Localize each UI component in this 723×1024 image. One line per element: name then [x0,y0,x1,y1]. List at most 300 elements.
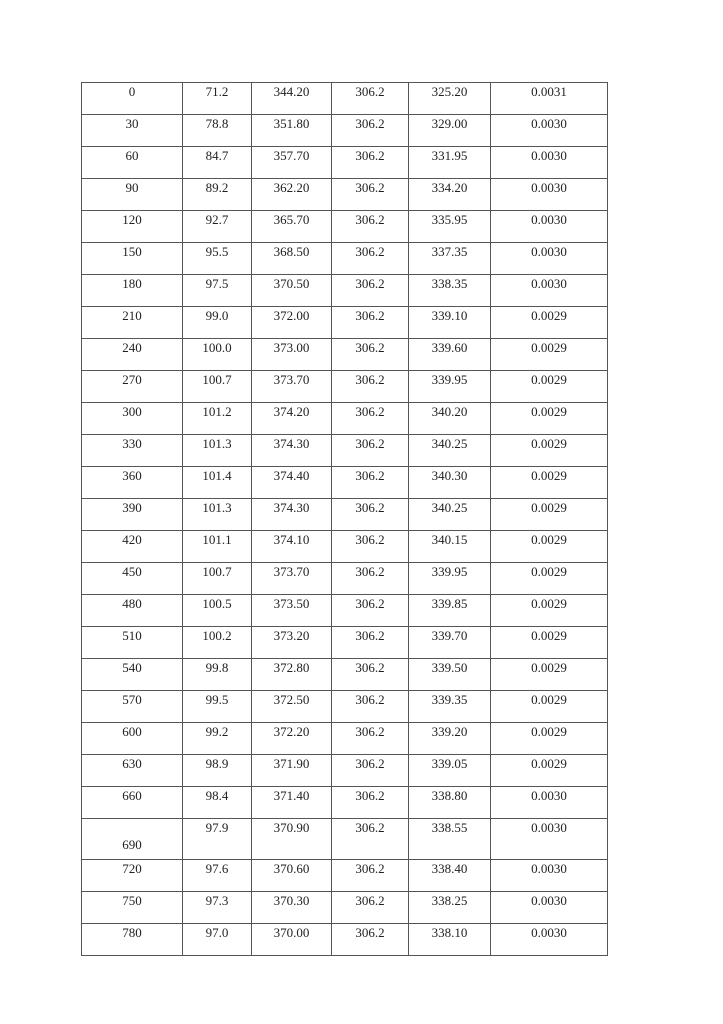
cell-value: 0.0029 [531,627,567,643]
table-row [82,755,608,787]
cell-value: 100.2 [202,627,232,643]
cell-value: 306.2 [355,371,385,387]
table-cell [82,339,183,371]
cell-value: 371.40 [273,787,310,803]
cell-value: 339.05 [431,755,468,771]
table-cell [332,755,409,787]
table-cell [409,924,491,956]
table-row [82,83,608,115]
table-row [82,892,608,924]
table-cell [82,179,183,211]
cell-value: 339.35 [431,691,468,707]
table-cell [409,211,491,243]
cell-value: 339.10 [431,307,468,323]
cell-value: 97.9 [205,820,229,835]
cell-value: 0.0029 [531,403,567,419]
table-cell [252,819,332,860]
cell-value: 325.20 [431,83,468,99]
cell-value: 0 [128,83,136,99]
cell-value: 374.30 [273,435,310,451]
table-row [82,211,608,243]
cell-value: 306.2 [355,435,385,451]
table-cell [82,892,183,924]
table-cell [183,371,252,403]
table-cell [409,659,491,691]
cell-value: 101.4 [202,467,232,483]
table-cell [252,371,332,403]
cell-value: 368.50 [273,243,310,259]
cell-value: 100.7 [202,371,232,387]
table-cell [183,627,252,659]
cell-value: 374.40 [273,467,310,483]
table-cell [332,467,409,499]
cell-value: 372.20 [273,723,310,739]
cell-value: 0.0030 [531,179,567,195]
cell-value: 300 [122,403,142,419]
table-row [82,243,608,275]
cell-value: 150 [122,243,142,259]
table-cell [491,755,608,787]
table-cell [252,211,332,243]
table-cell [409,371,491,403]
table-cell [332,595,409,627]
table-cell [409,275,491,307]
table-row [82,595,608,627]
table-cell [252,467,332,499]
table-cell [409,860,491,892]
table-cell [332,435,409,467]
cell-value: 306.2 [355,115,385,131]
cell-value: 370.30 [273,892,310,908]
table-cell [491,499,608,531]
table-cell [183,499,252,531]
cell-value: 365.70 [273,211,310,227]
cell-value: 97.0 [205,924,229,940]
table-cell [82,435,183,467]
table-cell [252,339,332,371]
table-cell [82,467,183,499]
table-cell [252,531,332,563]
cell-value: 0.0030 [531,820,567,835]
cell-value: 374.30 [273,499,310,515]
table-cell [183,179,252,211]
cell-value: 99.5 [205,691,229,707]
table-row [82,371,608,403]
cell-value: 306.2 [355,595,385,611]
cell-value: 338.55 [431,820,468,835]
table-cell [491,860,608,892]
table-cell [183,339,252,371]
table-cell [252,243,332,275]
table-cell [252,115,332,147]
table-cell [82,403,183,435]
cell-value: 340.25 [431,435,468,451]
table-cell [332,563,409,595]
table-cell [409,691,491,723]
cell-value: 373.50 [273,595,310,611]
cell-value: 306.2 [355,531,385,547]
table-cell [252,83,332,115]
table-cell [409,819,491,860]
table-cell [82,924,183,956]
cell-value: 101.2 [202,403,232,419]
table-cell [252,627,332,659]
table-cell [183,307,252,339]
table-cell [409,115,491,147]
cell-value: 570 [122,691,142,707]
table-cell [82,563,183,595]
table-cell [183,275,252,307]
cell-value: 306.2 [355,787,385,803]
cell-value: 99.2 [205,723,229,739]
table-cell [409,403,491,435]
cell-value: 0.0029 [531,531,567,547]
cell-value: 360 [122,467,142,483]
cell-value: 339.60 [431,339,468,355]
table-cell [252,595,332,627]
table-cell [183,435,252,467]
table-cell [252,307,332,339]
cell-value: 97.3 [205,892,229,908]
cell-value: 0.0029 [531,467,567,483]
cell-value: 340.30 [431,467,468,483]
cell-value: 101.1 [202,531,232,547]
table-cell [491,819,608,860]
table-cell [491,659,608,691]
cell-value: 210 [122,307,142,323]
table-row [82,467,608,499]
cell-value: 374.10 [273,531,310,547]
table-cell [491,723,608,755]
table-row [82,924,608,956]
table-cell [82,499,183,531]
cell-value: 338.10 [431,924,468,940]
cell-value: 306.2 [355,924,385,940]
table-cell [183,403,252,435]
table-cell [332,83,409,115]
cell-value: 95.5 [205,243,229,259]
cell-value: 340.25 [431,499,468,515]
cell-value: 270 [122,371,142,387]
table-cell [183,595,252,627]
table-cell [491,892,608,924]
table-row [82,860,608,892]
cell-value: 370.00 [273,924,310,940]
table-row [82,275,608,307]
cell-value: 30 [125,115,139,131]
table-cell [252,787,332,819]
table-cell [82,860,183,892]
table-cell [82,595,183,627]
cell-value: 99.8 [205,659,229,675]
table-cell [332,179,409,211]
table-cell [409,243,491,275]
table-cell [491,595,608,627]
cell-value: 180 [122,275,142,291]
table-cell [409,147,491,179]
table-cell [252,435,332,467]
cell-value: 340.15 [431,531,468,547]
cell-value: 335.95 [431,211,468,227]
cell-value: 750 [122,892,142,908]
table-cell [332,243,409,275]
table-cell [82,243,183,275]
table-cell [82,307,183,339]
table-cell [183,115,252,147]
table-cell [409,531,491,563]
table-cell [332,787,409,819]
cell-value: 306.2 [355,860,385,876]
table-cell [409,467,491,499]
table-cell [82,371,183,403]
table-cell [82,115,183,147]
cell-value: 0.0030 [531,787,567,803]
cell-value: 306.2 [355,211,385,227]
table-row [82,339,608,371]
cell-value: 0.0029 [531,595,567,611]
cell-value: 339.95 [431,563,468,579]
table-row [82,307,608,339]
table-row [82,435,608,467]
cell-value: 97.6 [205,860,229,876]
table-row [82,531,608,563]
cell-value: 390 [122,499,142,515]
cell-value: 450 [122,563,142,579]
table-cell [491,115,608,147]
table-cell [252,179,332,211]
table-cell [491,83,608,115]
cell-value: 0.0029 [531,755,567,771]
table-row [82,403,608,435]
cell-value: 90 [125,179,139,195]
table-cell [183,211,252,243]
table-cell [332,339,409,371]
table-cell [332,892,409,924]
cell-value: 0.0029 [531,499,567,515]
table-cell [409,83,491,115]
table-cell [183,723,252,755]
table-cell [82,211,183,243]
table-cell [183,755,252,787]
cell-value: 339.20 [431,723,468,739]
cell-value: 306.2 [355,691,385,707]
table-cell [491,371,608,403]
table-cell [491,403,608,435]
table-cell [252,860,332,892]
cell-value: 71.2 [205,83,229,99]
table-cell [252,499,332,531]
cell-value: 0.0029 [531,371,567,387]
table-cell [183,691,252,723]
cell-value: 510 [122,627,142,643]
table-cell [409,595,491,627]
cell-value: 0.0031 [531,83,567,99]
table-cell [409,435,491,467]
table-cell [82,275,183,307]
cell-value: 373.70 [273,563,310,579]
cell-value: 306.2 [355,83,385,99]
table-cell [183,924,252,956]
table-cell [409,755,491,787]
cell-value: 306.2 [355,499,385,515]
cell-value: 720 [122,860,142,876]
table-cell [491,147,608,179]
table-cell [252,659,332,691]
table-cell [252,563,332,595]
table-cell [82,819,183,860]
cell-value: 338.40 [431,860,468,876]
cell-value: 89.2 [205,179,229,195]
table-cell [82,147,183,179]
cell-value: 373.20 [273,627,310,643]
cell-value: 370.60 [273,860,310,876]
table-cell [332,723,409,755]
table-cell [252,924,332,956]
table-cell [332,691,409,723]
table-cell [332,115,409,147]
cell-value: 306.2 [355,723,385,739]
cell-value: 339.95 [431,371,468,387]
cell-value: 334.20 [431,179,468,195]
cell-value: 338.80 [431,787,468,803]
table-row [82,723,608,755]
cell-value: 331.95 [431,147,468,163]
table-cell [332,627,409,659]
cell-value: 338.25 [431,892,468,908]
table-cell [82,83,183,115]
table-cell [332,659,409,691]
cell-value: 339.85 [431,595,468,611]
table-cell [491,275,608,307]
table-row [82,627,608,659]
cell-value: 98.4 [205,787,229,803]
cell-value: 337.35 [431,243,468,259]
table-cell [491,307,608,339]
cell-value: 306.2 [355,307,385,323]
table-cell [491,563,608,595]
table-cell [252,691,332,723]
cell-value: 540 [122,659,142,675]
table-cell [491,243,608,275]
cell-value: 373.70 [273,371,310,387]
table-cell [409,339,491,371]
cell-value: 0.0030 [531,860,567,876]
table-cell [82,787,183,819]
table-cell [491,627,608,659]
cell-value: 306.2 [355,147,385,163]
cell-value: 100.0 [202,339,232,355]
table-cell [183,787,252,819]
cell-value: 306.2 [355,243,385,259]
table-cell [409,563,491,595]
table-cell [82,755,183,787]
table-cell [409,627,491,659]
table-cell [82,531,183,563]
cell-value: 374.20 [273,403,310,419]
cell-value: 0.0029 [531,435,567,451]
table-cell [409,307,491,339]
table-cell [183,860,252,892]
table-cell [183,467,252,499]
cell-value: 420 [122,531,142,547]
table-row [82,147,608,179]
table-row [82,179,608,211]
cell-value: 98.9 [205,755,229,771]
table-cell [183,892,252,924]
cell-value: 372.50 [273,691,310,707]
cell-value: 0.0030 [531,892,567,908]
cell-value: 351.80 [273,115,310,131]
cell-value: 0.0029 [531,563,567,579]
table-cell [252,275,332,307]
cell-value: 0.0030 [531,243,567,259]
cell-value: 92.7 [205,211,229,227]
cell-value: 306.2 [355,403,385,419]
cell-value: 372.00 [273,307,310,323]
cell-value: 240 [122,339,142,355]
table-cell [491,211,608,243]
table-cell [332,307,409,339]
table-cell [491,924,608,956]
table-cell [252,755,332,787]
table-cell [491,435,608,467]
cell-value: 372.80 [273,659,310,675]
cell-value: 338.35 [431,275,468,291]
table-cell [183,659,252,691]
table-row [82,787,608,819]
cell-value: 0.0030 [531,115,567,131]
cell-value: 362.20 [273,179,310,195]
cell-value: 0.0029 [531,723,567,739]
cell-value: 306.2 [355,339,385,355]
cell-value: 78.8 [205,115,229,131]
table-cell [332,147,409,179]
table-cell [252,403,332,435]
table-cell [409,723,491,755]
cell-value: 306.2 [355,627,385,643]
cell-value: 120 [122,211,142,227]
table-cell [409,892,491,924]
cell-value: 339.50 [431,659,468,675]
cell-value: 99.0 [205,307,229,323]
cell-value: 780 [122,924,142,940]
cell-value: 306.2 [355,179,385,195]
table-cell [332,211,409,243]
table-cell [332,403,409,435]
cell-value: 60 [125,147,139,163]
cell-value: 101.3 [202,435,232,451]
cell-value: 0.0029 [531,339,567,355]
table-cell [491,531,608,563]
cell-value: 97.5 [205,275,229,291]
table-cell [491,467,608,499]
cell-value: 306.2 [355,467,385,483]
cell-value: 329.00 [431,115,468,131]
cell-value: 370.90 [273,820,310,835]
table-row [82,563,608,595]
table-cell [82,723,183,755]
table-cell [491,691,608,723]
table-cell [491,339,608,371]
cell-value: 339.70 [431,627,468,643]
table-cell [409,179,491,211]
cell-value: 101.3 [202,499,232,515]
table-cell [332,531,409,563]
table-cell [183,531,252,563]
table-cell [332,860,409,892]
table-row [82,659,608,691]
table-cell [409,787,491,819]
